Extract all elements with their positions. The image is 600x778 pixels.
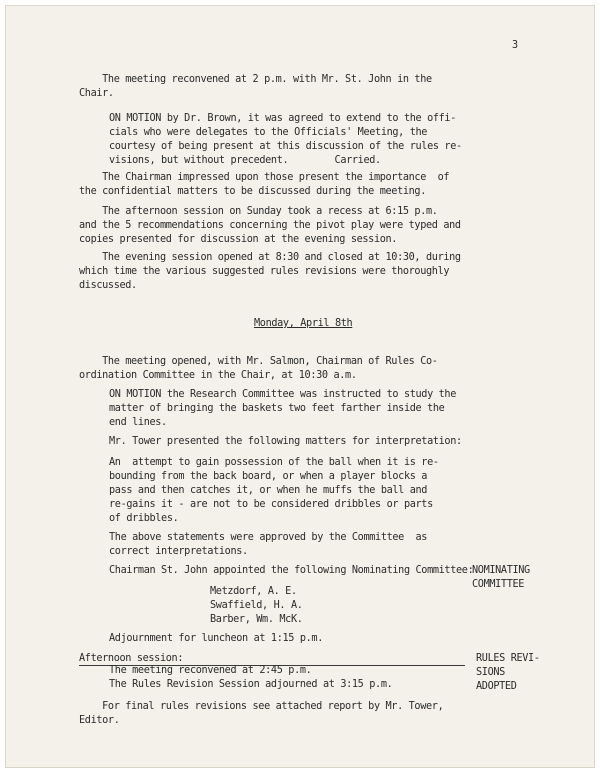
margin-note: ADOPTED bbox=[476, 681, 517, 692]
paragraph-line: For final rules revisions see attached report by Mr. Tower, bbox=[79, 701, 444, 712]
section-heading: Afternoon session: bbox=[79, 653, 184, 664]
margin-note: NOMINATING bbox=[472, 565, 530, 576]
paragraph-line: The evening session opened at 8:30 and closed at 10:30, during bbox=[79, 252, 461, 263]
margin-note: COMMITTEE bbox=[472, 579, 525, 590]
paragraph-line: Editor. bbox=[79, 715, 120, 726]
paragraph-line: The above statements were approved by the Committee as bbox=[109, 532, 428, 543]
interpretation-line: bounding from the back board, or when a player blocks a bbox=[109, 471, 428, 482]
paragraph-line: Mr. Tower presented the following matters for interpretation: bbox=[109, 436, 462, 447]
paragraph-line: Chair. bbox=[79, 88, 114, 99]
paragraph-line: which time the various suggested rules revisions were thoroughly bbox=[79, 266, 450, 277]
paragraph-line: ordination Committee in the Chair, at 10:30 a.m. bbox=[79, 370, 357, 381]
paragraph-line: copies presented for discussion at the evening session. bbox=[79, 234, 398, 245]
interpretation-line: An attempt to gain possession of the ball when it is re- bbox=[109, 457, 439, 468]
motion-line: ON MOTION by Dr. Brown, it was agreed to extend to the offi- bbox=[109, 113, 457, 124]
section-heading: Monday, April 8th bbox=[254, 318, 353, 329]
paragraph-line: correct interpretations. bbox=[109, 546, 248, 557]
motion-line: end lines. bbox=[109, 417, 167, 428]
interpretation-line: pass and then catches it, or when he muffs the ball and bbox=[109, 485, 428, 496]
session-line: The Rules Revision Session adjourned at 3:15 p.m. bbox=[109, 679, 393, 690]
paragraph-line: The meeting opened, with Mr. Salmon, Chairman of Rules Co- bbox=[79, 356, 438, 367]
nominee: Swaffield, H. A. bbox=[210, 600, 303, 611]
paragraph-line: The meeting reconvened at 2 p.m. with Mr. St. John in the bbox=[79, 74, 432, 85]
paragraph-line: Adjournment for luncheon at 1:15 p.m. bbox=[109, 633, 323, 644]
interpretation-line: re-gains it - are not to be considered dribbles or parts bbox=[109, 499, 433, 510]
motion-line: matter of bringing the baskets two feet farther inside the bbox=[109, 403, 445, 414]
paragraph-line: discussed. bbox=[79, 280, 137, 291]
paragraph-line: The Chairman impressed upon those present the importance of bbox=[79, 172, 450, 183]
session-line: The meeting reconvened at 2:45 p.m. bbox=[109, 665, 312, 676]
motion-line: ON MOTION the Research Committee was instructed to study the bbox=[109, 389, 457, 400]
nominee: Barber, Wm. McK. bbox=[210, 614, 303, 625]
interpretation-line: of dribbles. bbox=[109, 513, 179, 524]
motion-line: courtesy of being present at this discussion of the rules re- bbox=[109, 141, 462, 152]
paragraph-line: The afternoon session on Sunday took a recess at 6:15 p.m. bbox=[79, 206, 438, 217]
margin-note: RULES REVI- bbox=[476, 653, 540, 664]
margin-note: SIONS bbox=[476, 667, 505, 678]
paragraph-line: the confidential matters to be discussed during the meeting. bbox=[79, 186, 427, 197]
page-number: 3 bbox=[512, 40, 518, 51]
motion-line: visions, but without precedent. Carried. bbox=[109, 155, 381, 166]
document-page bbox=[5, 5, 595, 768]
paragraph-line: Chairman St. John appointed the following Nominating Committee: bbox=[109, 565, 474, 576]
motion-line: cials who were delegates to the Officials' Meeting, the bbox=[109, 127, 428, 138]
nominee: Metzdorf, A. E. bbox=[210, 586, 297, 597]
paragraph-line: and the 5 recommendations concerning the pivot play were typed and bbox=[79, 220, 461, 231]
